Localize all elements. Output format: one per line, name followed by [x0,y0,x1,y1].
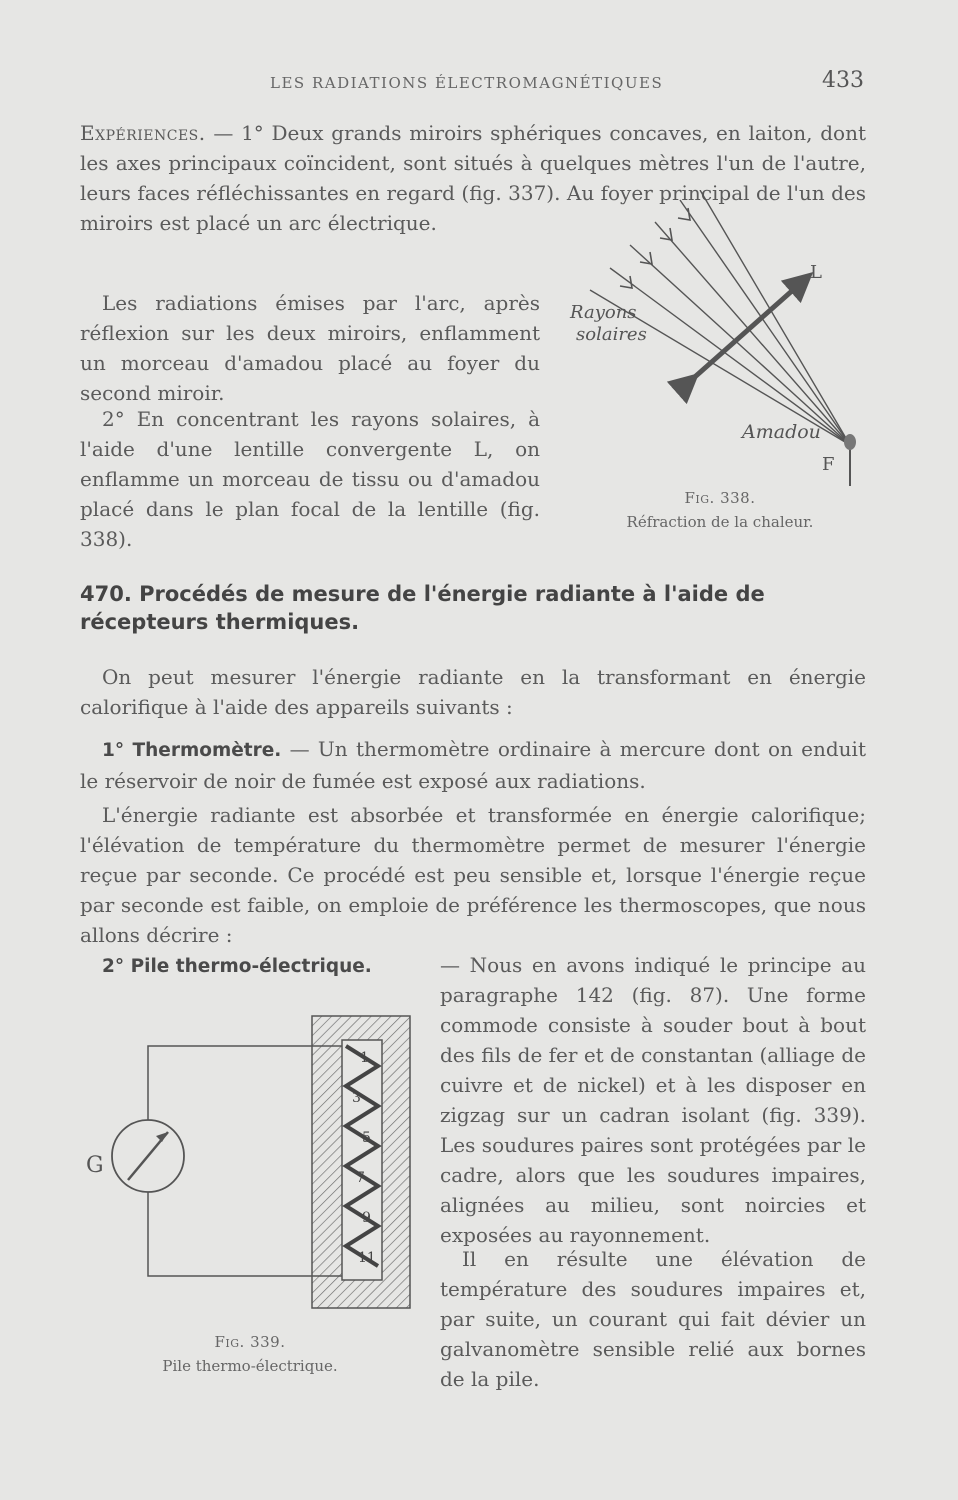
label-lens-l: L [810,262,822,283]
junction-9: 9 [362,1210,371,1226]
figure-338 [560,190,870,530]
junction-1: 1 [360,1050,369,1066]
figure-338-title: Réfraction de la chaleur. [626,513,814,531]
pile-lead: 2° Pile thermo-électrique. [102,956,372,977]
label-rays-1: Rayons [570,302,637,323]
running-title: LES RADIATIONS ÉLECTROMAGNÉTIQUES [270,74,664,92]
experiences-paragraph-2: Les radiations émises par l'arc, après réflexion sur les deux miroirs, enflamment un morceau d'amadou placé au foyer du second miroir. [80,291,540,405]
figure-339 [80,1010,420,1310]
experiences-text-1: — 1° Deux grands miroirs sphériques concaves, en laiton, dont les axes principaux coïncident, sont situés à quelques mètres l'un de l'autre, leurs faces réfléchissantes en regard (fig. 337). Au foyer principal de l'un des miroirs est placé un arc électrique. [80,121,866,235]
label-focus-f: F [822,454,835,475]
junction-7: 7 [356,1170,365,1186]
experiences-paragraph-3: 2° En concentrant les rayons solaires, à l'aide d'une lentille convergente L, on enflamme un morceau de tissu ou d'amadou placé dans le plan focal de la lentille (fig. 338). [80,407,540,551]
needle-arrowhead [156,1132,168,1142]
label-g: G [86,1153,104,1178]
figure-338-number: Fig. 338. [684,489,756,507]
thermometer-text: — Un thermomètre ordinaire à mercure dont on enduit le réservoir de noir de fumée est exposé aux radiations. [80,737,866,793]
ray-arrowheads [620,208,690,288]
section-intro: On peut mesurer l'énergie radiante en la transformant en énergie calorifique à l'aide des appareils suivants : [80,665,866,719]
experiences-lead: Expériences. [80,121,206,145]
figure-339-caption [120,1330,380,1378]
page-number: 433 [822,68,864,93]
figure-339-title: Pile thermo-électrique. [162,1357,338,1375]
thermometer-paragraph [80,734,866,796]
figure-339-number: Fig. 339. [214,1333,286,1351]
junction-11: 11 [358,1250,376,1266]
amadou-piece [844,434,856,450]
junction-3: 3 [352,1090,361,1106]
thermometer-lead: 1° Thermomètre. [102,740,282,761]
junction-5: 5 [362,1130,371,1146]
label-rays-2: solaires [576,324,647,345]
pile-paragraph: — Nous en avons indiqué le principe au paragraphe 142 (fig. 87). Une forme commode consiste à souder bout à bout des fils de fer et de constantan (alliage de cuivre et de nickel) et à les disposer en zigzag sur un cadran isolant (fig. 339). Les soudures paires sont protégées par le cadre, alors que les soudures impaires, alignées au milieu, sont noircies et exposées au rayonnement. [440,953,866,1247]
section-title: 470. Procédés de mesure de l'énergie radiante à l'aide de récepteurs thermiques. [80,582,765,634]
label-amadou: Amadou [742,421,821,443]
figure-338-caption [590,486,850,534]
pile-paragraph-2: Il en résulte une élévation de température des soudures impaires et, par suite, un courant qui fait dévier un galvanomètre sensible relié aux bornes de la pile. [440,1247,866,1391]
thermometer-paragraph-2: L'énergie radiante est absorbée et transformée en énergie calorifique; l'élévation de température du thermomètre permet de mesurer l'énergie reçue par seconde. Ce procédé est peu sensible et, lorsque l'énergie reçue par seconde est faible, on emploie de préférence les thermoscopes, que nous allons décrire : [80,803,866,947]
